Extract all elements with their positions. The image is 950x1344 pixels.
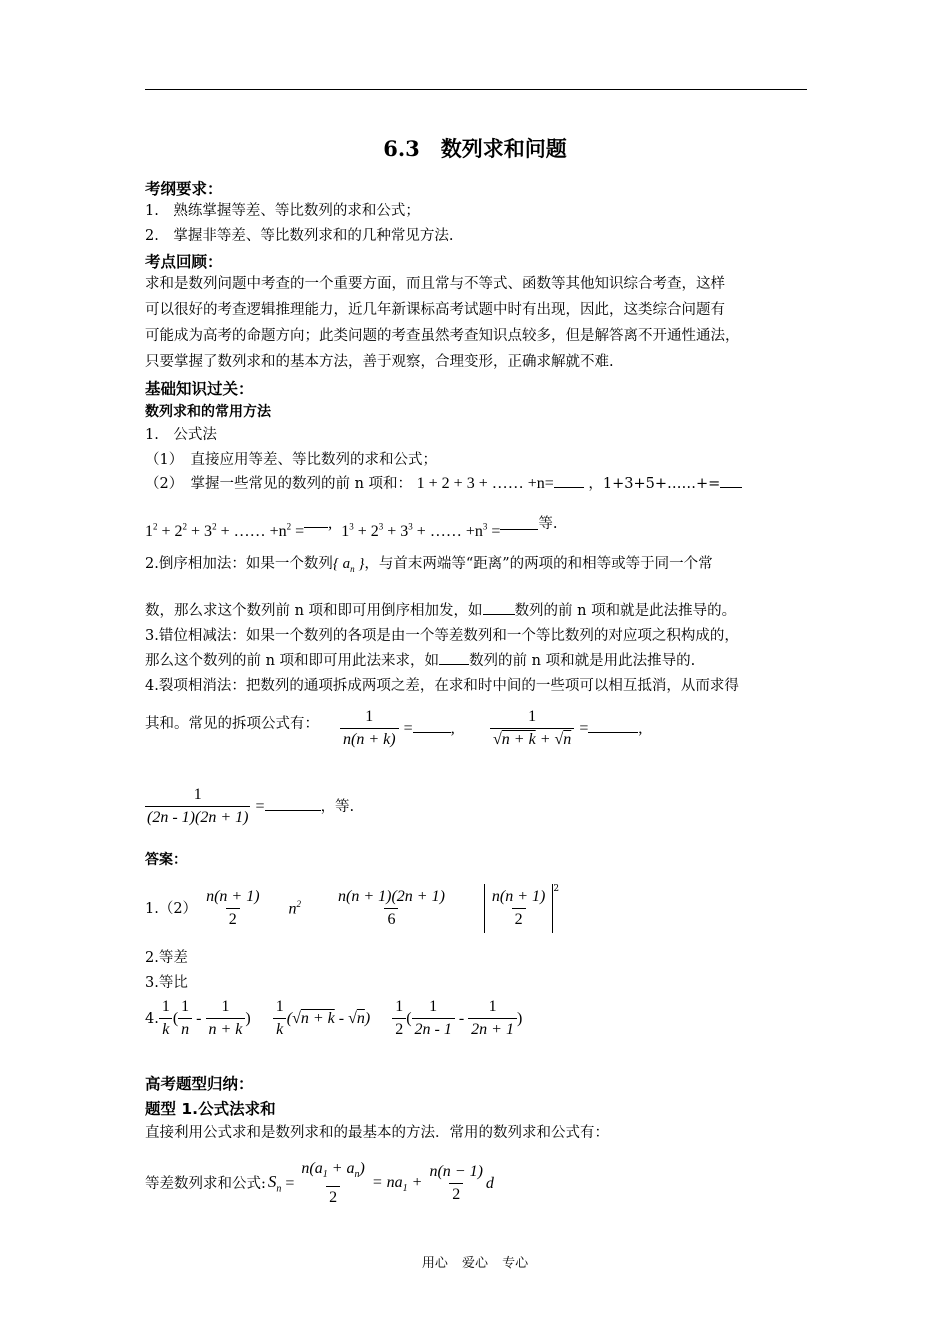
arith-sum-formula: 等差数列求和公式: $S_n$ = $\frac{n(a_1 + a_n)}{2}$ = $na_1$ + $\frac{n(n - 1)}{2}$ d	[145, 1158, 494, 1209]
method-2-text-d: 数列的前 n 项和就是此法推导的。	[514, 603, 737, 619]
heading-basics: 基础知识过关：	[145, 380, 254, 398]
type-1-intro: 直接利用公式求和是数列求和的最基本的方法．常用的数列求和公式有：	[145, 1125, 609, 1141]
requirement-2: 2. 掌握非等差、等比数列求和的几种常见方法.	[145, 228, 454, 244]
blank	[588, 732, 638, 733]
method-4-line-1: 4.裂项相消法：把数列的通项拆成两项之差，在求和时中间的一些项可以相互抵消，从而求得	[145, 678, 739, 694]
split-formula-2: $\frac{1}{√n + k + √n}$ = ,	[490, 706, 642, 751]
answer-4-label: 4.	[145, 1010, 159, 1027]
sum-n-formula: 1 + 2 + 3 + …… +n=	[416, 475, 554, 492]
method-2-line: 2.倒序相加法：如果一个数列{ $a_n$ }，与首末两端等“距离”的两项的和相等或等于同一个常	[145, 556, 713, 574]
blank	[439, 664, 469, 665]
blank	[265, 810, 321, 811]
etc-2: ，等.	[320, 799, 355, 815]
review-line-1: 求和是数列问题中考查的一个重要方面，而且常与不等式、函数等其他知识综合考查，这样	[145, 276, 725, 292]
review-line-4: 只要掌握了数列求和的基本方法，善于观察，合理变形，正确求解就不难.	[145, 354, 614, 370]
review-line-2: 可以很好的考查逻辑推理能力，近几年新课标高考试题中时有出现，因此，这类综合问题有	[145, 302, 725, 318]
header-rule	[145, 89, 807, 90]
answer-2: 2.等差	[145, 950, 188, 966]
method-2-text-a: 2.倒序相加法：如果一个数列	[145, 556, 333, 572]
split-formula-1: $\frac{1}{n(n + k)}$ = ,	[340, 706, 455, 751]
page-footer: 用心 爱心 专心	[421, 1256, 529, 1271]
subheading-methods: 数列求和的常用方法	[145, 404, 271, 420]
method-3-line-1: 3.错位相减法：如果一个数列的各项是由一个等差数列和一个等比数列的对应项之积构成的，	[145, 628, 739, 644]
answer-heading: 答案：	[145, 852, 187, 868]
heading-type-1: 题型 1.公式法求和	[145, 1100, 276, 1118]
squares-cubes-line: $1^2 + 2^2 + 3^2$ + …… $+n^2$ = , $1^3 + 2^3 + 3^3$ + …… $+n^3$ = 等.	[145, 515, 558, 540]
method-1b-text: （2） 掌握一些常见的数列的前 n 项和：	[145, 476, 413, 492]
heading-syllabus: 考纲要求：	[145, 180, 223, 198]
sum-odd-formula: ，1+3+5+……+=	[588, 476, 721, 492]
answer-4: 4. $\frac{1}{k}$ ( $\frac{1}{n}$ - $\frac{1}{n + k}$ ) $\frac{1}{k}$ (√n + k - √n) $\frac{1}{2}$ ( $\frac{1}{2n - 1}$ - $\frac{1}{2n + 1}$ )	[145, 996, 522, 1041]
blank	[483, 614, 515, 615]
blank	[554, 487, 584, 488]
method-2-line-2	[145, 599, 736, 623]
review-line-3: 可能成为高考的命题方向；此类问题的考查虽然考查知识点较多，但是解答离不开通性通法，	[145, 328, 740, 344]
method-4-text-b: 其和。常见的拆项公式有：	[145, 716, 319, 732]
method-1a: （1） 直接应用等差、等比数列的求和公式；	[145, 452, 437, 468]
method-2-text-c: 数，那么求这个数列前 n 项和即可用倒序相加发，如	[145, 603, 483, 619]
etc: 等.	[538, 516, 558, 532]
arith-sum-label: 等差数列求和公式:	[145, 1175, 266, 1192]
requirement-1: 1. 熟练掌握等差、等比数列的求和公式；	[145, 203, 420, 219]
method-3-text-b: 那么这个数列的前 n 项和即可用此法来求，如	[145, 653, 440, 669]
answer-3: 3.等比	[145, 975, 188, 991]
heading-exam-types: 高考题型归纳：	[145, 1075, 254, 1093]
blank	[413, 732, 451, 733]
method-1b-line	[145, 472, 742, 496]
blank	[720, 487, 742, 488]
method-1: 1. 公式法	[145, 427, 217, 443]
blank	[304, 527, 328, 528]
answer-1: 1.（2） $\frac{n(n + 1)}{2}$ $n^2$ $\frac{n(n + 1)(2n + 1)}{6}$ $\frac{n(n + 1)}{2}$ 2	[145, 884, 559, 933]
method-3-text-c: 数列的前 n 项和就是用此法推导的.	[469, 653, 696, 669]
split-formula-3: $\frac{1}{(2n - 1)(2n + 1)}$ = ，等.	[145, 784, 354, 829]
heading-review: 考点回顾：	[145, 253, 223, 271]
page-title: 6.3 数列求和问题	[383, 136, 567, 161]
method-2-text-b: ，与首末两端等“距离”的两项的和相等或等于同一个常	[364, 556, 713, 572]
blank	[500, 529, 538, 530]
method-3-line-2	[145, 649, 695, 673]
answer-1-label: 1.（2）	[145, 900, 198, 917]
